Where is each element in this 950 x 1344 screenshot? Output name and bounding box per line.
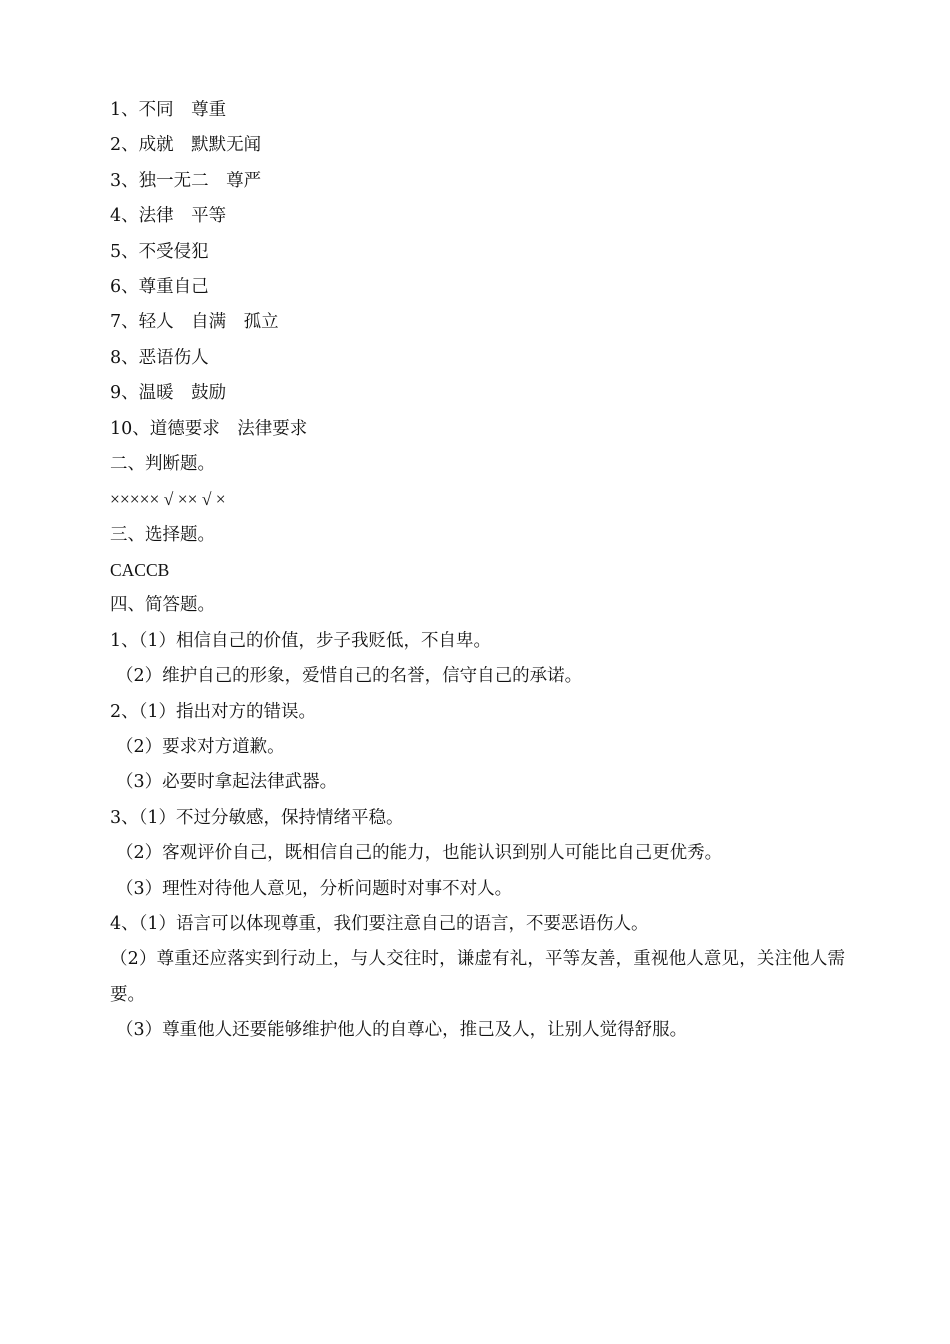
choice-heading: 三、选择题。 (110, 524, 215, 545)
short-answer-q1-part2: （2）维护自己的形象，爱惜自己的名誉，信守自己的承诺。 (116, 666, 583, 687)
short-answer-q4-part2: （2）尊重还应落实到行动上，与人交往时，谦虚有礼，平等友善，重视他人意见，关注他人需要。 (110, 949, 845, 1005)
short-answer-q3-part3: （3）理性对待他人意见，分析问题时对事不对人。 (116, 878, 513, 899)
fill-answer-4: 4、法律 平等 (110, 206, 227, 227)
short-answer-q3-part1: 3、（1）不过分敏感，保持情绪平稳。 (110, 807, 404, 828)
fill-answer-5: 5、不受侵犯 (110, 241, 209, 262)
fill-answer-1: 1、不同 尊重 (110, 100, 227, 120)
short-answer-q2-part2: （2）要求对方道歉。 (116, 737, 285, 758)
fill-answer-3: 3、独一无二 尊严 (110, 170, 262, 191)
short-answer-q1-part1: 1、（1）相信自己的价值，步子我贬低，不自卑。 (110, 630, 492, 651)
judgment-answer: ××××× √ ×× √ × (110, 489, 226, 510)
choice-answer: CACCB (110, 560, 170, 581)
fill-answer-6: 6、尊重自己 (110, 276, 209, 297)
judgment-heading: 二、判断题。 (110, 453, 215, 474)
fill-answer-8: 8、恶语伤人 (110, 347, 209, 368)
answer-document (110, 93, 845, 1049)
fill-answer-2: 2、成就 默默无闻 (110, 135, 262, 156)
short-answer-q4-part1: 4、（1）语言可以体现尊重，我们要注意自己的语言，不要恶语伤人。 (110, 913, 649, 934)
fill-answer-10: 10、道德要求 法律要求 (110, 418, 308, 439)
short-answer-q3-part2: （2）客观评价自己，既相信自己的能力，也能认识到别人可能比自己更优秀。 (116, 843, 723, 864)
short-answer-q2-part3: （3）必要时拿起法律武器。 (116, 772, 338, 793)
fill-answer-9: 9、温暖 鼓励 (110, 383, 227, 404)
short-answer-q4-part3: （3）尊重他人还要能够维护他人的自尊心，推己及人，让别人觉得舒服。 (116, 1020, 688, 1041)
short-answer-q2-part1: 2、（1）指出对方的错误。 (110, 701, 317, 722)
short-answer-heading: 四、简答题。 (110, 595, 215, 616)
fill-answer-7: 7、轻人 自满 孤立 (110, 312, 279, 333)
